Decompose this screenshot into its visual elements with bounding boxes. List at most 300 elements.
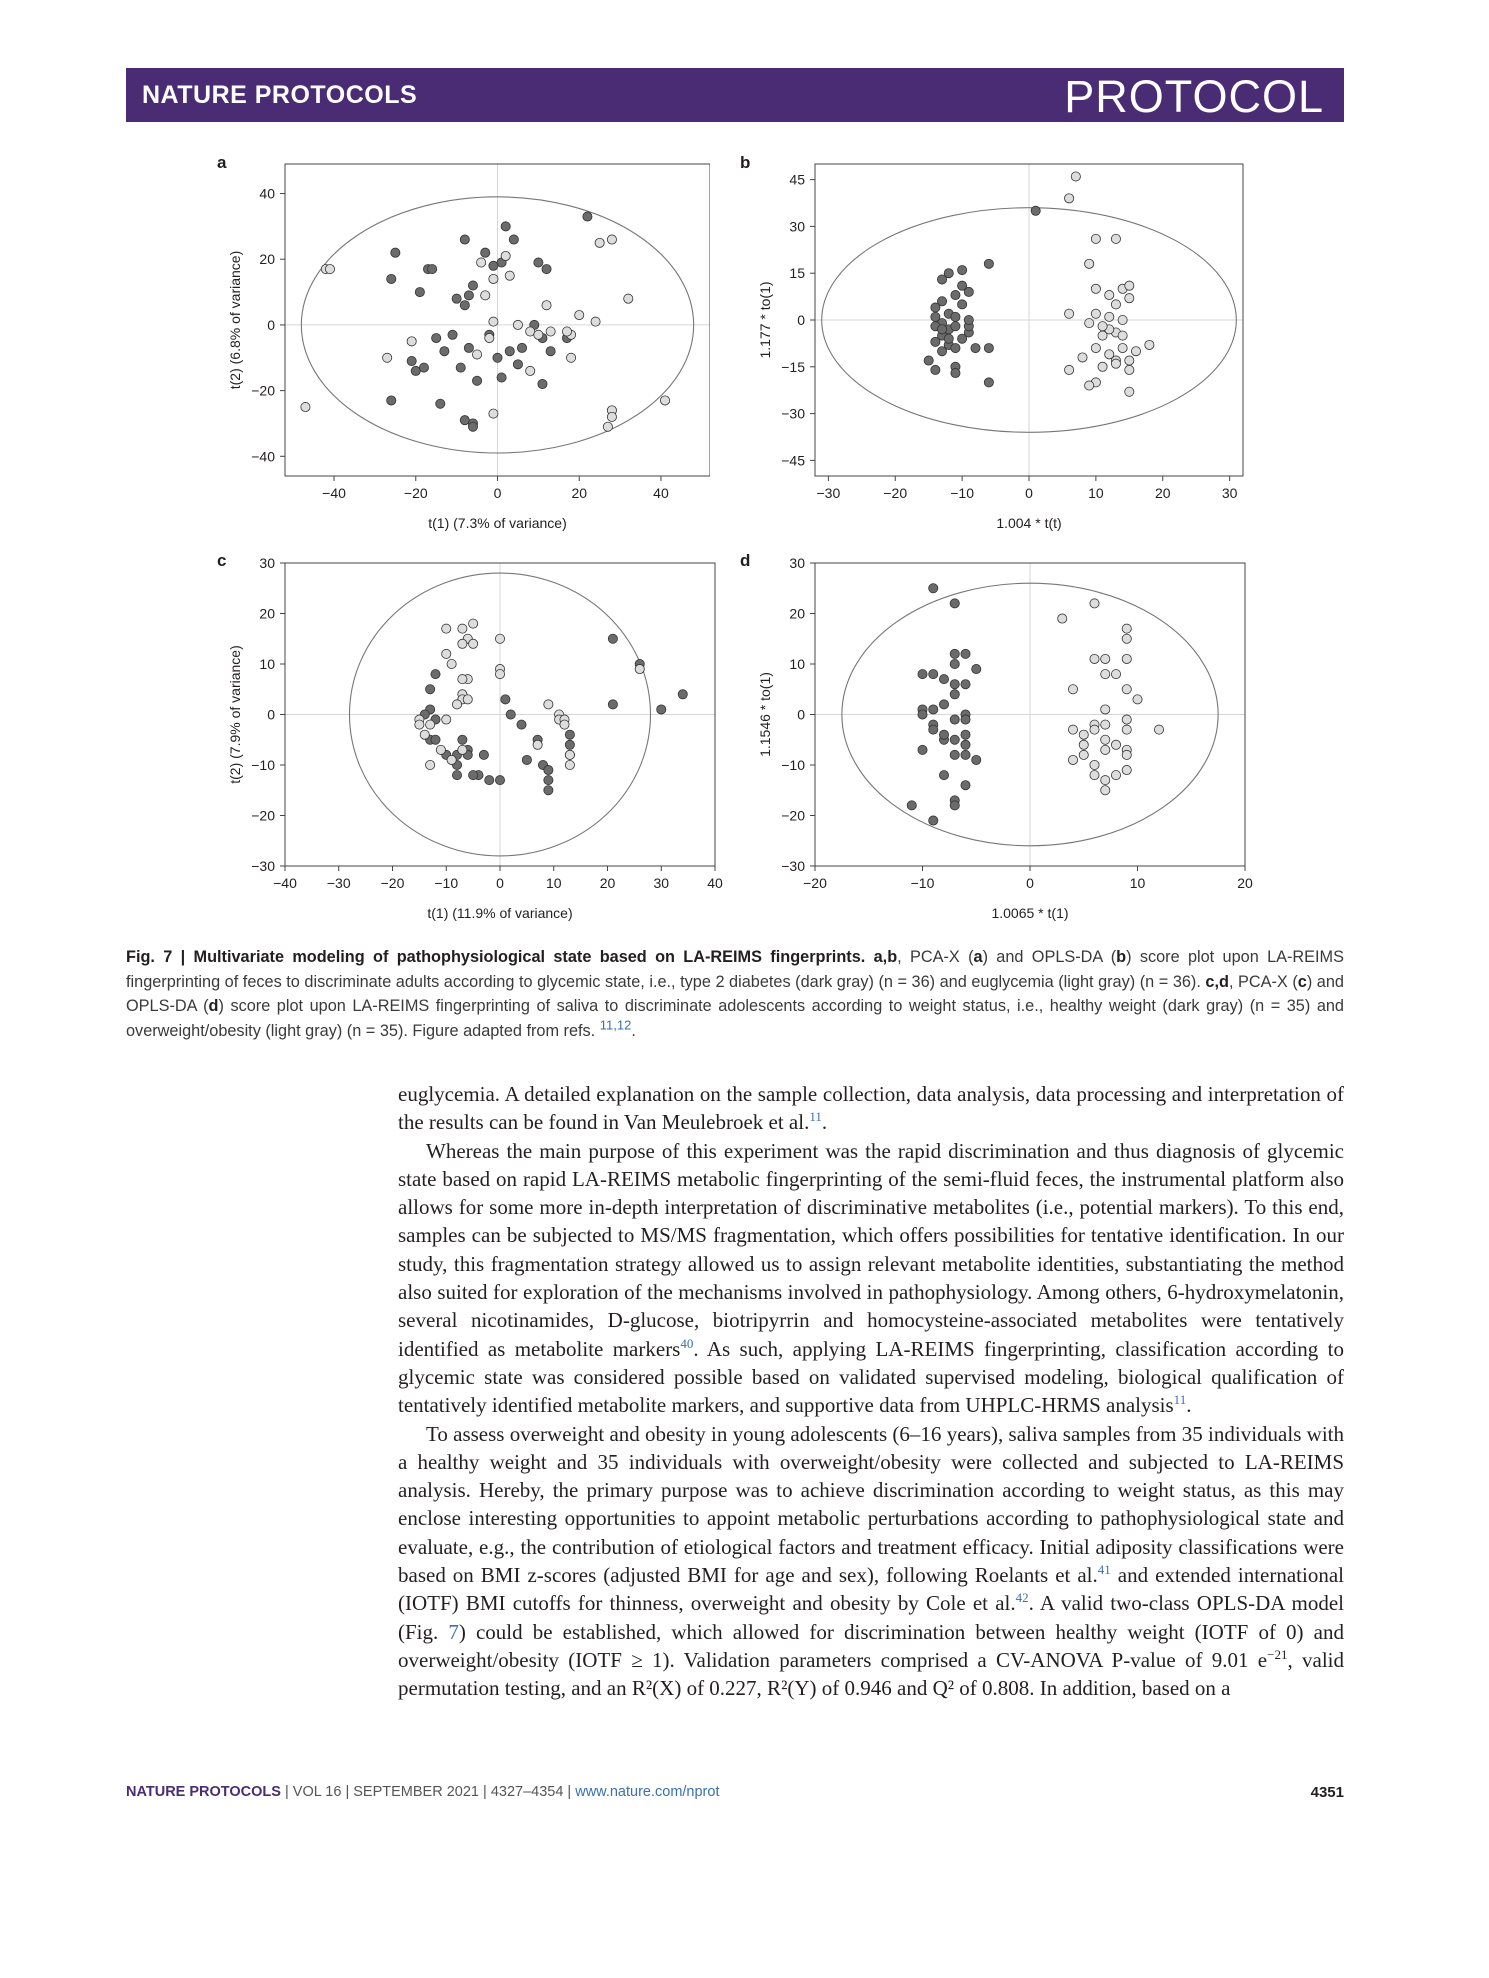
dark-point [513,360,522,369]
dark-point [432,333,441,342]
light-point [1078,353,1087,362]
light-point [1079,730,1088,739]
light-point [575,310,584,319]
light-point [566,353,575,362]
light-point [1111,300,1120,309]
paragraph-3 [398,1420,1344,1703]
x-tick-label: −20 [380,875,405,891]
light-point [1111,234,1120,243]
dark-point [950,715,959,724]
caption-citation[interactable]: 11,12 [599,1017,632,1033]
footer-separator: | [478,1784,491,1800]
footer-separator: | [563,1784,576,1800]
x-tick-label: 30 [1221,485,1238,501]
dark-point [452,771,461,780]
dark-point [415,287,424,296]
light-point [607,412,616,421]
dark-point [505,347,514,356]
dark-point [448,330,457,339]
x-tick-label: 10 [1088,485,1104,501]
dark-point [546,347,555,356]
page-footer [126,1784,1344,1800]
x-tick-label: −10 [950,485,974,501]
light-point [1065,309,1074,318]
light-point [1098,362,1107,371]
light-point [1085,381,1094,390]
y-tick-label: −10 [251,757,275,773]
dark-point [931,312,940,321]
dark-point [951,290,960,299]
light-point [624,294,633,303]
panel-letter-b: b [740,153,751,172]
paragraph-text: ) could be established, which allowed for discrimination between healthy weight (IOTF of 0) and overweight/obesity (IOTF ≥ 1). Validation parameters comprised a CV-ANOVA P-value of 9.01 e [398,1619,1344,1672]
light-point [452,700,461,709]
dark-point [464,343,473,352]
x-tick-label: −20 [403,485,428,501]
footer-journal: NATURE PROTOCOLS [126,1784,281,1800]
dark-point [440,347,449,356]
light-point [469,619,478,628]
dark-point [565,730,574,739]
light-point [1111,670,1120,679]
y-tick-label: 15 [789,265,805,282]
dark-point [964,287,973,296]
dark-point [485,776,494,785]
light-point [1111,359,1120,368]
light-point [469,639,478,648]
x-tick-label: 0 [1025,485,1033,501]
light-point [595,238,604,247]
light-point [534,330,543,339]
dark-point [538,379,547,388]
dark-point [431,670,440,679]
dark-point [918,745,927,754]
light-point [489,317,498,326]
caption-text: ) and OPLS-DA ( [982,948,1117,966]
light-point [660,396,669,405]
dark-point [907,801,916,810]
dark-point [544,776,553,785]
dark-point [489,261,498,270]
dark-point [493,353,502,362]
light-point [1125,365,1134,374]
figure-panel-d [735,550,1260,930]
scatter-plot-b [735,152,1245,537]
dark-point [608,700,617,709]
light-point [1118,315,1127,324]
light-point [489,274,498,283]
paragraph-text: . A valid two-class OPLS-DA model (Fig. [398,1591,1344,1644]
light-point [1091,234,1100,243]
x-axis-label: 1.0065 * t(1) [991,905,1069,921]
light-point [1118,343,1127,352]
dark-point [1031,206,1040,215]
dark-point [517,720,526,729]
light-point [635,664,644,673]
dark-point [918,670,927,679]
light-point [1101,745,1110,754]
caption-text: ) and OPLS-DA ( [126,972,1344,1015]
dark-point [958,334,967,343]
citation-link[interactable]: 11 [809,1109,822,1125]
dark-point [984,378,993,387]
dark-point [387,274,396,283]
y-tick-label: 20 [259,605,275,622]
light-point [447,755,456,764]
dark-point [495,776,504,785]
dark-point [950,801,959,810]
caption-part-cd: c,d [1205,972,1229,991]
figure-caption [126,945,1344,1043]
dark-point [961,649,970,658]
dark-point [950,599,959,608]
y-tick-label: 45 [789,171,805,188]
caption-text: , PCA-X ( [1228,972,1298,991]
light-point [1065,194,1074,203]
x-tick-label: 10 [545,875,562,891]
caption-text: . [631,1021,636,1040]
dark-point [950,680,959,689]
light-point [301,402,310,411]
citation-link[interactable]: 11 [1173,1392,1187,1408]
light-point [485,333,494,342]
x-tick-label: 0 [496,875,504,891]
dark-point [509,235,518,244]
dark-point [944,334,953,343]
dark-point [428,264,437,273]
y-tick-label: 20 [789,605,805,622]
light-point [1125,387,1134,396]
y-tick-label: −45 [781,452,805,469]
light-point [591,317,600,326]
dark-point [929,816,938,825]
light-point [442,715,451,724]
y-tick-label: −20 [251,807,275,824]
figure-panel-b [735,152,1245,537]
dark-point [479,750,488,759]
footer-date: SEPTEMBER 2021 [353,1784,479,1800]
dark-point [937,347,946,356]
x-axis-label: t(1) (11.9% of variance) [427,905,573,921]
scatter-plot-a [210,152,710,537]
dark-point [452,294,461,303]
light-point [458,745,467,754]
figure-panel-a [210,152,710,537]
dark-point [937,325,946,334]
light-point [463,695,472,704]
x-tick-label: −40 [322,485,346,501]
dark-point [929,584,938,593]
dark-point [472,376,481,385]
light-point [1068,755,1077,764]
caption-ref-b: b [1116,948,1127,966]
panel-letter-a: a [217,153,227,172]
light-point [1122,634,1131,643]
light-point [1101,720,1110,729]
light-point [526,366,535,375]
light-point [1122,725,1131,734]
light-point [1101,786,1110,795]
footer-pages: 4327–4354 [490,1784,564,1800]
light-point [495,670,504,679]
article-body [398,1080,1344,1703]
journal-header-bar [126,68,1344,122]
x-tick-label: 40 [707,875,723,891]
dark-point [544,765,553,774]
light-point [1068,725,1077,734]
light-point [1079,740,1088,749]
light-point [1133,695,1142,704]
y-tick-label: −30 [781,405,805,422]
dark-point [958,300,967,309]
dark-point [971,343,980,352]
paragraph-text: and extended international (IOTF) BMI cutoffs for thinness, overweight and obesity by Cole et al. [398,1563,1344,1616]
footer-url-link[interactable]: www.nature.com/nprot [575,1784,720,1800]
caption-title: Fig. 7 | Multivariate modeling of pathophysiological state based on LA-REIMS fingerprints. [126,948,866,966]
y-tick-label: 10 [789,656,805,672]
footer-separator: | [280,1784,293,1800]
dark-point [972,755,981,764]
dark-point [387,396,396,405]
light-point [1122,715,1131,724]
light-point [1105,290,1114,299]
y-tick-label: 0 [797,706,805,723]
x-tick-label: 40 [653,485,669,501]
figure-link[interactable]: 7 [448,1619,459,1644]
dark-point [431,735,440,744]
x-tick-label: 10 [1129,875,1146,891]
y-tick-label: 30 [259,555,275,571]
dark-point [460,235,469,244]
dark-point [939,730,948,739]
light-point [458,639,467,648]
light-point [1101,705,1110,714]
panel-letter-c: c [217,551,227,570]
dark-point [958,265,967,274]
dark-point [501,222,510,231]
light-point [1098,322,1107,331]
dark-point [458,735,467,744]
scatter-plot-d [735,550,1260,930]
dark-point [544,786,553,795]
x-tick-label: 30 [653,875,670,891]
light-point [1090,725,1099,734]
light-point [1065,365,1074,374]
dark-point [951,312,960,321]
dark-point [481,248,490,257]
caption-ref-a: a [973,948,983,966]
x-tick-label: −40 [273,875,297,891]
paragraph-text: Whereas the main purpose of this experiment was the rapid discrimination and thus diagnosis of glycemic state based on rapid LA-REIMS metabolic fingerprinting of the semi-fluid feces, the instrumental platform also allows for some more in-depth interpretation of discriminative metabolites (i.e., potential markers). To this end, samples can be subjected to MS/MS fragmentation, which offers possibilities for tentative identification. In our study, this fragmentation strategy allowed us to assign relevant metabolite identities, substantiating the method also suited for exploration of the mechanisms involved in pathophysiology. Among others, 6-hydroxymelatonin, several nicotinamides, D-glucose, biotripyrrin and homocysteine-associated metabolites were tentatively identified as metabolite markers [398,1138,1344,1361]
light-point [1085,259,1094,268]
dark-point [501,695,510,704]
light-point [1090,654,1099,663]
light-point [1111,771,1120,780]
light-point [1085,319,1094,328]
light-point [426,720,435,729]
light-point [1118,331,1127,340]
y-tick-label: −30 [251,858,275,874]
paragraph-text: . [821,1110,828,1135]
x-tick-label: −10 [910,875,935,891]
paragraph-text: . [1186,1393,1192,1418]
dark-point [497,373,506,382]
light-point [607,235,616,244]
x-tick-label: 0 [493,485,502,501]
dark-point [583,212,592,221]
light-point [426,760,435,769]
dark-point [522,755,531,764]
dark-point [939,700,948,709]
citation-link[interactable]: 42 [1015,1590,1029,1606]
light-point [505,271,514,280]
light-point [1122,654,1131,663]
light-point [442,649,451,658]
x-tick-label: 20 [1154,485,1171,501]
dark-point [931,337,940,346]
light-point [1131,347,1140,356]
light-point [458,675,467,684]
dark-point [961,750,970,759]
dark-point [407,356,416,365]
light-point [501,251,510,260]
dark-point [542,264,551,273]
x-tick-label: −20 [883,485,908,501]
dark-point [950,750,959,759]
light-point [1154,725,1163,734]
light-point [1091,309,1100,318]
light-point [1101,654,1110,663]
x-axis-label: t(1) (7.3% of variance) [428,515,567,531]
y-tick-label: −40 [251,448,275,465]
light-point [1145,340,1154,349]
y-tick-label: 30 [789,555,805,571]
dark-point [469,771,478,780]
y-tick-label: −20 [251,382,275,399]
x-tick-label: 20 [1237,875,1253,891]
light-point [565,760,574,769]
x-tick-label: 20 [571,485,588,501]
light-point [546,327,555,336]
x-tick-label: −30 [816,485,841,501]
section-tag: PROTOCOL [1064,71,1324,122]
light-point [472,350,481,359]
dark-point [391,248,400,257]
dark-point [436,399,445,408]
dark-point [951,322,960,331]
dark-point [931,303,940,312]
light-point [436,745,445,754]
dark-point [964,315,973,324]
y-tick-label: 40 [259,185,275,202]
light-point [495,634,504,643]
dark-point [456,363,465,372]
light-point [1111,740,1120,749]
light-point [1090,760,1099,769]
dark-point [961,781,970,790]
dark-point [961,730,970,739]
light-point [442,624,451,633]
light-point [458,624,467,633]
y-axis-label: t(2) (6.8% of variance) [227,250,243,390]
dark-point [961,715,970,724]
dark-point [464,291,473,300]
y-tick-label: 0 [267,706,275,723]
dark-point [950,649,959,658]
dark-point [460,301,469,310]
light-point [1068,685,1077,694]
x-tick-label: −20 [803,875,827,891]
x-axis-label: 1.004 * t(t) [996,515,1062,531]
dark-point [419,363,428,372]
y-tick-label: −30 [781,858,805,874]
light-point [533,740,542,749]
dark-point [426,685,435,694]
footer-volume: VOL 16 [292,1784,342,1800]
x-tick-label: 0 [1026,875,1034,891]
light-point [1105,312,1114,321]
dark-point [929,725,938,734]
light-point [1079,750,1088,759]
dark-point [951,368,960,377]
dark-point [939,771,948,780]
light-point [1125,356,1134,365]
dark-point [972,664,981,673]
light-point [560,720,569,729]
y-tick-label: −15 [781,358,805,375]
light-point [1122,624,1131,633]
dark-point [657,705,666,714]
light-point [1090,599,1099,608]
light-point [562,327,571,336]
dark-point [984,259,993,268]
light-point [542,301,551,310]
x-tick-label: 20 [599,875,616,891]
paragraph-text: To assess overweight and obesity in young adolescents (6–16 years), saliva samples from 35 individuals with a healthy weight and 35 individuals with overweight/obesity were collected and subjected to LA-REIMS analysis. Hereby, the primary purpose was to achieve discrimination according to weight status, as this may enclose interesting opportunities to appoint metabolic perturbations according to pathophysiological state and evaluate, e.g., the contribution of etiological factors and treatment efficacy. Initial adiposity classifications were based on BMI z-scores (adjusted BMI for age and sex), following Roelants et al. [398,1421,1344,1588]
light-point [513,320,522,329]
figure-panel-c [210,550,730,930]
light-point [1101,735,1110,744]
dark-point [468,281,477,290]
dark-point [929,705,938,714]
dark-point [608,634,617,643]
y-tick-label: 0 [797,312,805,328]
light-point [415,720,424,729]
light-point [1122,750,1131,759]
scatter-plot-c [210,550,730,930]
light-point [1125,294,1134,303]
caption-ref-c: c [1297,972,1307,991]
dark-point [468,422,477,431]
y-tick-label: 30 [789,218,805,235]
light-point [1091,343,1100,352]
light-point [1125,281,1134,290]
light-point [325,264,334,273]
light-point [1071,172,1080,181]
dark-point [961,680,970,689]
light-point [544,700,553,709]
caption-text: ) score plot upon LA-REIMS fingerprinting of saliva to discriminate adolescents according to weight status, i.e., healthy weight (dark gray) (n = 35) and overweight/obesity (light gray) (n = 35). Figure adapted from refs. [126,997,1344,1040]
light-point [1101,776,1110,785]
caption-text: , PCA-X ( [897,948,974,966]
paragraph-text: , valid permutation testing, and an R²(X) of 0.227, R²(Y) of 0.946 and Q² of 0.808. In addition, based on a [398,1647,1344,1701]
exponent: −21 [1267,1646,1288,1662]
citation-link[interactable]: 40 [680,1335,694,1351]
dark-point [931,365,940,374]
y-tick-label: 20 [259,251,275,268]
citation-link[interactable]: 41 [1097,1562,1111,1578]
caption-ref-d: d [208,997,219,1015]
